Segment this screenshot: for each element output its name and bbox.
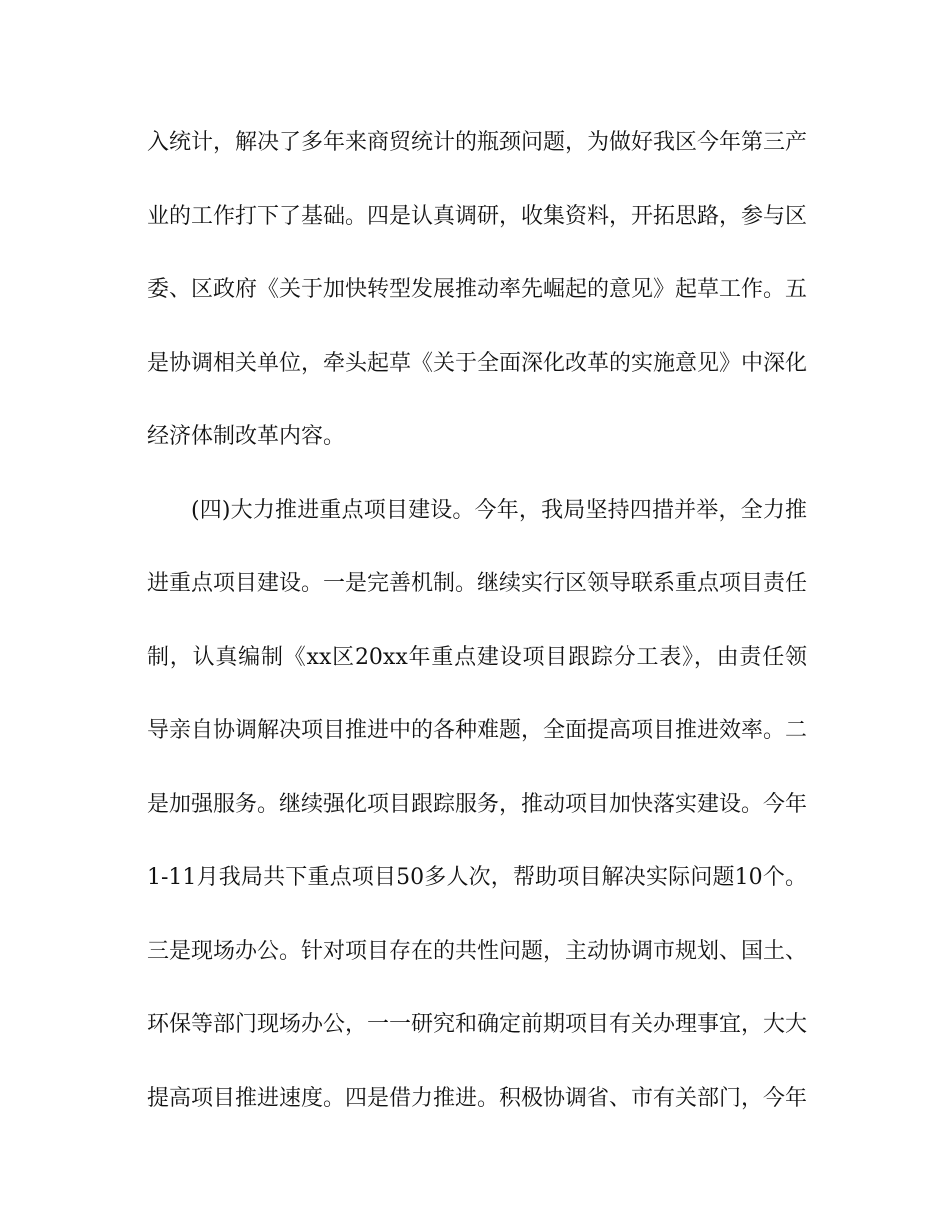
text-line: 是加强服务。继续强化项目跟踪服务，推动项目加快落实建设。今年 [147, 791, 808, 817]
paragraph-heading-line: (四)大力推进重点项目建设。今年，我局坚持四措并举，全力推 [191, 497, 807, 523]
paragraph-end-line: 经济体制改革内容。 [147, 424, 346, 449]
text-line: 导亲自协调解决项目推进中的各种难题，全面提高项目推进效率。二 [147, 718, 808, 743]
body-text [147, 118, 807, 1147]
text-line: 提高项目推进速度。四是借力推进。积极协调省、市有关部门，今年 [147, 1085, 808, 1111]
text-line: 委、区政府《关于加快转型发展推动率先崛起的意见》起草工作。五 [147, 277, 808, 302]
text-line: 1-11月我局共下重点项目50多人次，帮助项目解决实际问题10个。 [147, 865, 807, 890]
text-line: 入统计，解决了多年来商贸统计的瓶颈问题，为做好我区今年第三产 [147, 130, 808, 155]
text-line: 制，认真编制《xx区20xx年重点建设项目跟踪分工表》，由责任领 [147, 644, 807, 670]
text-line: 是协调相关单位，牵头起草《关于全面深化改革的实施意见》中深化 [147, 350, 808, 376]
text-line: 业的工作打下了基础。四是认真调研，收集资料，开拓思路，参与区 [147, 203, 808, 229]
text-line: 进重点项目建设。一是完善机制。继续实行区领导联系重点项目责任 [147, 571, 808, 596]
text-line: 三是现场办公。针对项目存在的共性问题，主动协调市规划、国土、 [147, 938, 808, 964]
text-line: 环保等部门现场办公，一一研究和确定前期项目有关办理事宜，大大 [147, 1012, 808, 1037]
